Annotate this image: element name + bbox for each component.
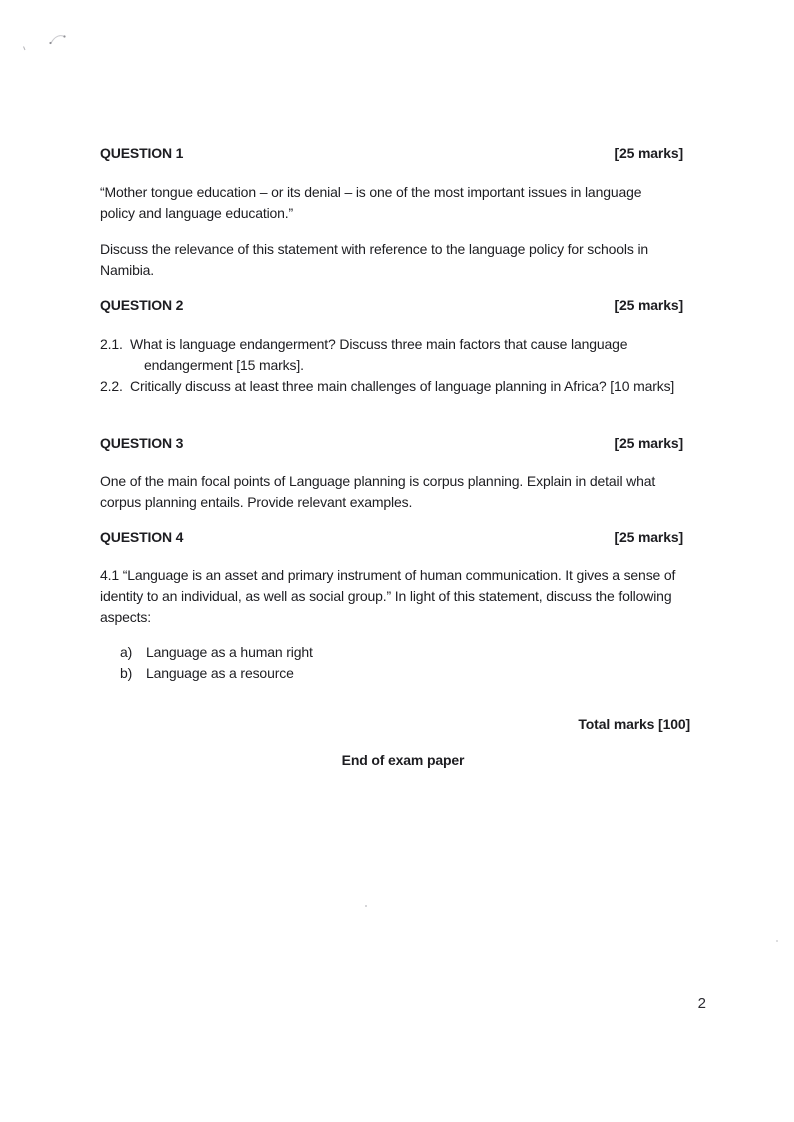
question-1-heading-row [100,143,706,164]
question-3-heading-row [100,433,706,454]
text-line: policy and language education.” [100,205,294,221]
question-4-title: QUESTION 4 [100,529,184,545]
end-of-exam-note: End of exam paper [341,752,465,768]
item-number: 2.1. [100,336,123,352]
question-4-marks: [25 marks] [614,529,683,545]
question-4-aspect-list [120,642,706,684]
list-item-text: Language as a human right [146,644,313,660]
question-3-body [100,471,706,513]
question-2-title: QUESTION 2 [100,297,184,313]
list-item [120,642,706,663]
question-2-items [100,334,706,397]
page-content [100,0,706,1014]
text-line: One of the main focal points of Language planning is corpus planning. Explain in detail what [100,473,656,489]
list-item [120,663,706,684]
list-item-label: a) [120,644,133,660]
item-number: 2.2. [100,378,123,394]
text-line: Namibia. [100,262,155,278]
text-line: 4.1 “Language is an asset and primary instrument of human communication. It gives a sense of [100,567,676,583]
item-text: What is language endangerment? Discuss three main factors that cause language [130,336,628,352]
text-line: endangerment [15 marks]. [144,357,304,373]
text-line: Discuss the relevance of this statement with reference to the language policy for schools in [100,241,649,257]
question-4-heading-row [100,527,706,548]
total-marks: Total marks [100] [578,716,690,732]
text-line [100,376,706,397]
page-number: 2 [697,995,706,1012]
item-text: Critically discuss at least three main challenges of language planning in Africa? [10 marks] [130,378,675,394]
question-1-marks: [25 marks] [614,145,683,161]
question-2-item-2-2 [100,376,706,397]
text-line: corpus planning entails. Provide relevant examples. [100,494,413,510]
question-1-title: QUESTION 1 [100,145,184,161]
list-item-label: b) [120,665,133,681]
question-4-body [100,565,706,628]
question-2-marks: [25 marks] [614,297,683,313]
question-1-task [100,239,706,281]
question-3-title: QUESTION 3 [100,435,184,451]
text-line: identity to an individual, as well as social group.” In light of this statement, discuss the following [100,588,672,604]
question-3-marks: [25 marks] [614,435,683,451]
question-2-heading-row [100,295,706,316]
text-line: “Mother tongue education – or its denial – is one of the most important issues in language [100,184,642,200]
list-item-text: Language as a resource [146,665,294,681]
question-2-item-2-1 [100,334,706,376]
question-1-quote [100,182,706,224]
text-line [100,334,706,355]
text-line: aspects: [100,609,151,625]
